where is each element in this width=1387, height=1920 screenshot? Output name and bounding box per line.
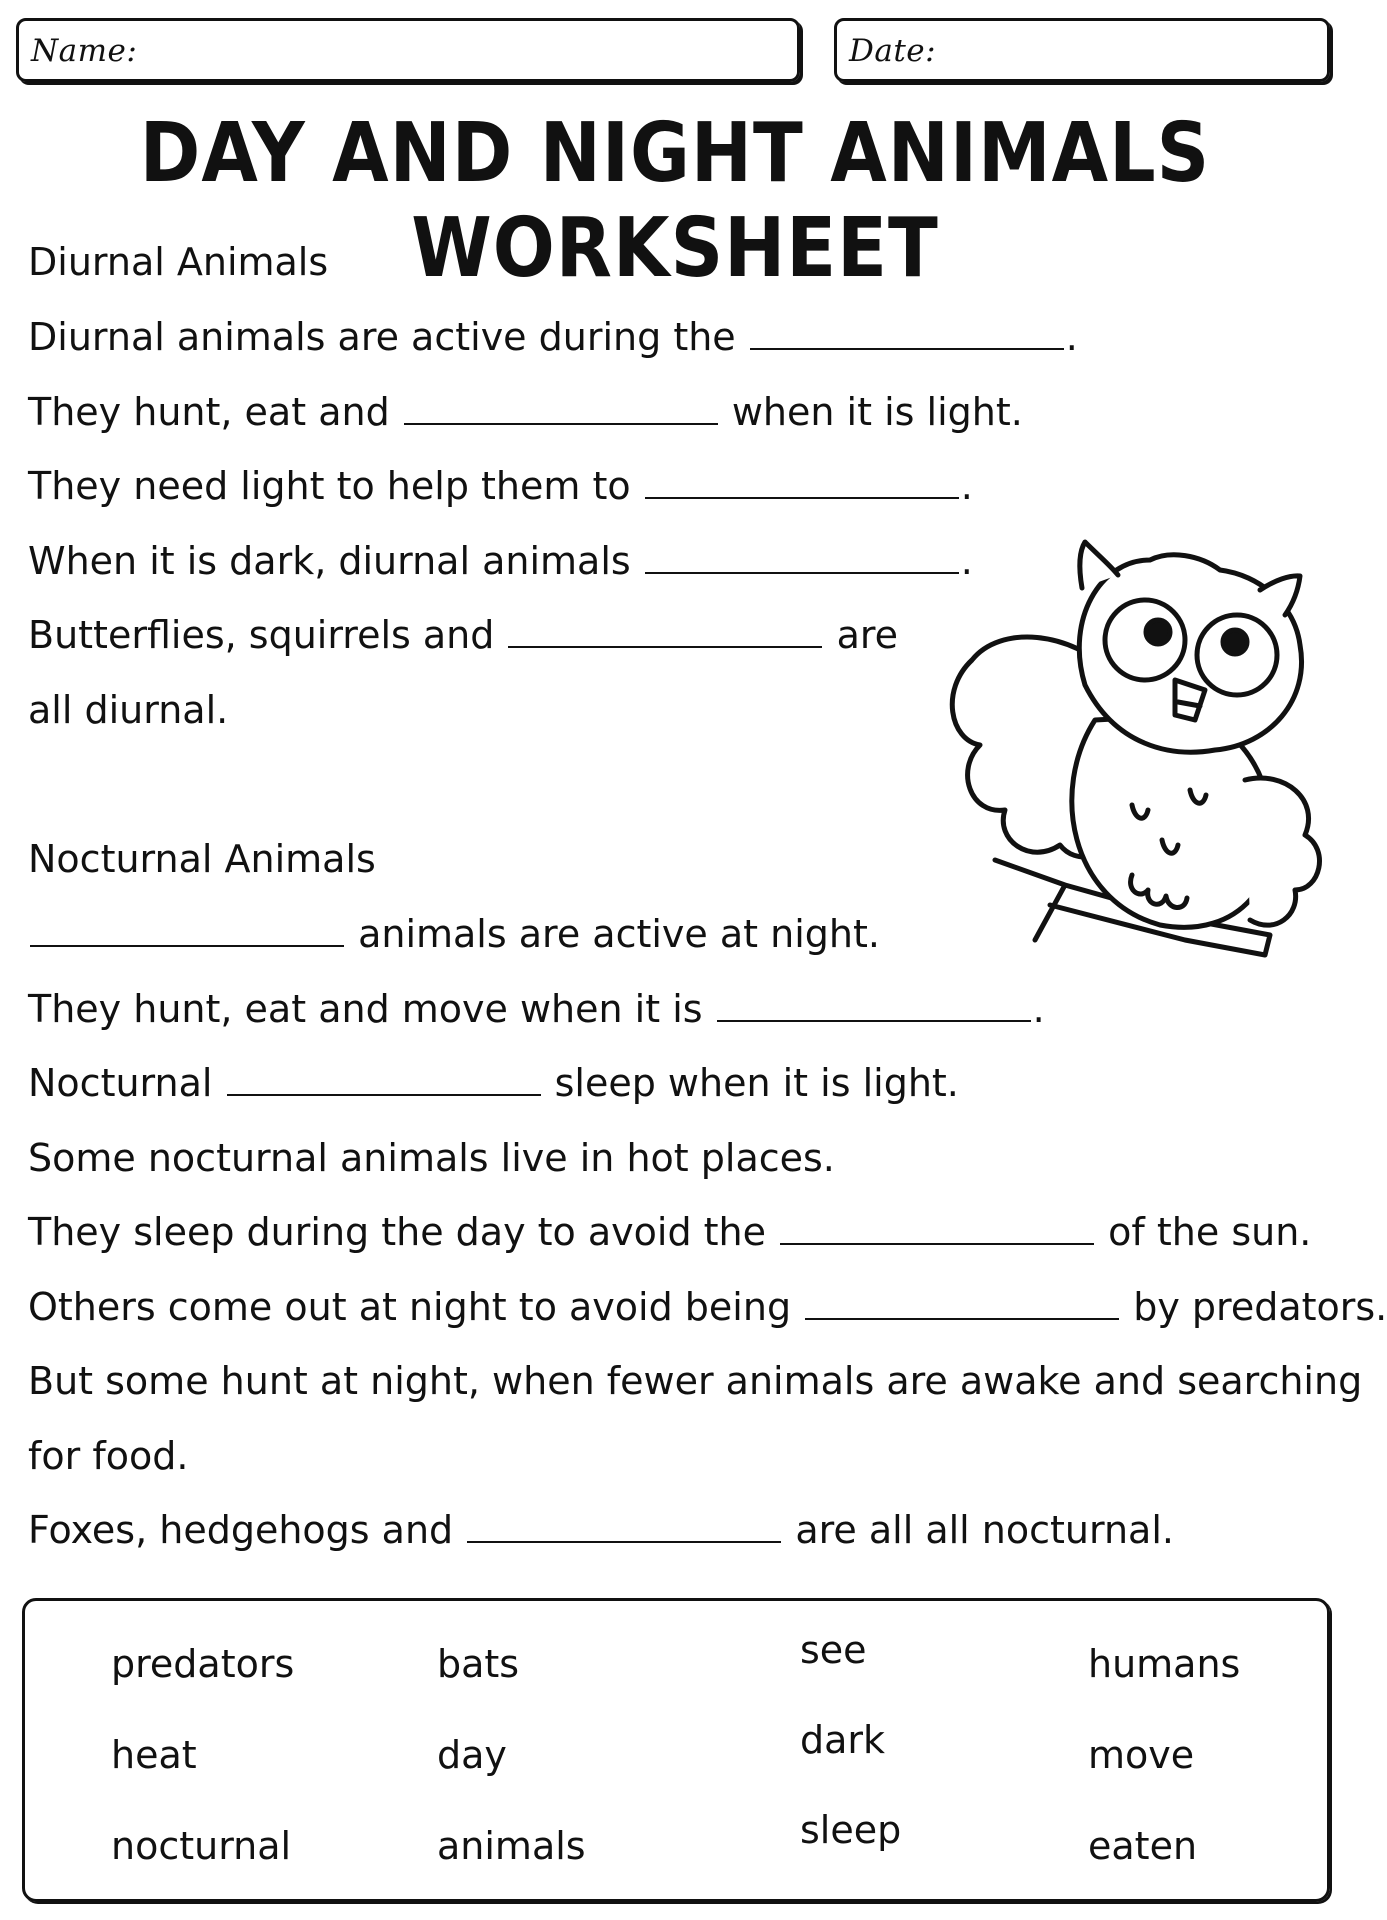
answer-blank[interactable] [30,941,344,947]
nocturnal-line-4-text: They sleep during the day to avoid the [28,1210,779,1254]
date-field[interactable] [834,18,1330,82]
nocturnal-line-3 [28,1061,959,1105]
answer-blank[interactable] [467,1537,781,1543]
diurnal-line-3 [28,464,973,508]
diurnal-line-5-text: Butterflies, squirrels and [28,613,507,657]
date-label: Date: [849,33,937,69]
nocturnal-last-text: Foxes, hedgehogs and [28,1508,466,1552]
nocturnal-line-3-text: Nocturnal [28,1061,225,1105]
diurnal-line-2 [28,390,1023,434]
nocturnal-line-3-end: sleep when it is light. [542,1061,959,1105]
nocturnal-line-5-end: by predators. [1121,1285,1387,1329]
nocturnal-line-5 [28,1285,1387,1329]
name-field[interactable] [16,18,800,82]
diurnal-heading: Diurnal Animals [28,240,329,284]
nocturnal-plain-3: for food. [28,1434,189,1478]
answer-blank[interactable] [645,493,959,499]
word-bank-item: nocturnal [111,1824,292,1868]
word-bank-item: dark [800,1718,886,1762]
word-bank-item: sleep [800,1808,902,1852]
nocturnal-plain-1: Some nocturnal animals live in hot places. [28,1136,835,1180]
answer-blank[interactable] [404,419,718,425]
word-bank-item: move [1088,1733,1195,1777]
word-bank-item: bats [437,1642,520,1686]
nocturnal-line-4-end: of the sun. [1096,1210,1312,1254]
nocturnal-line-2 [28,987,1045,1031]
answer-blank[interactable] [780,1239,1094,1245]
diurnal-line-1-text: Diurnal animals are active during the [28,315,748,359]
nocturnal-last-line [28,1508,1174,1552]
nocturnal-heading: Nocturnal Animals [28,837,376,881]
name-label: Name: [31,33,138,69]
diurnal-line-2-end: when it is light. [719,390,1023,434]
nocturnal-line-2-text: They hunt, eat and move when it is [28,987,715,1031]
answer-blank[interactable] [227,1090,541,1096]
diurnal-line-4-end: . [960,539,973,583]
word-bank [22,1598,1330,1902]
nocturnal-line-4 [28,1210,1312,1254]
nocturnal-line-1 [28,912,880,956]
nocturnal-line-2-end: . [1032,987,1045,1031]
owl-icon [900,530,1340,1030]
answer-blank[interactable] [805,1314,1119,1320]
diurnal-line-3-text: They need light to help them to [28,464,643,508]
word-bank-item: animals [437,1824,586,1868]
diurnal-line-4-text: When it is dark, diurnal animals [28,539,643,583]
diurnal-line-5-end: are [824,613,899,657]
diurnal-line-2-text: They hunt, eat and [28,390,402,434]
nocturnal-last-end: are all all nocturnal. [783,1508,1174,1552]
word-bank-item: humans [1088,1642,1241,1686]
word-bank-item: heat [111,1733,197,1777]
diurnal-line-4 [28,539,973,583]
word-bank-item: see [800,1628,867,1672]
page-title: DAY AND NIGHT ANIMALS WORKSHEET [139,106,1211,297]
diurnal-line-1-end: . [1065,315,1078,359]
nocturnal-plain-2: But some hunt at night, when fewer animals are awake and searching [28,1359,1363,1403]
answer-blank[interactable] [750,344,1064,350]
answer-blank[interactable] [508,642,822,648]
diurnal-line-3-end: . [960,464,973,508]
word-bank-item: predators [111,1642,295,1686]
nocturnal-line-1-end: animals are active at night. [346,912,880,956]
diurnal-line-5 [28,613,899,657]
nocturnal-line-5-text: Others come out at night to avoid being [28,1285,804,1329]
word-bank-item: eaten [1088,1824,1198,1868]
diurnal-continuation: all diurnal. [28,688,229,732]
word-bank-item: day [437,1733,507,1777]
diurnal-line-1 [28,315,1078,359]
